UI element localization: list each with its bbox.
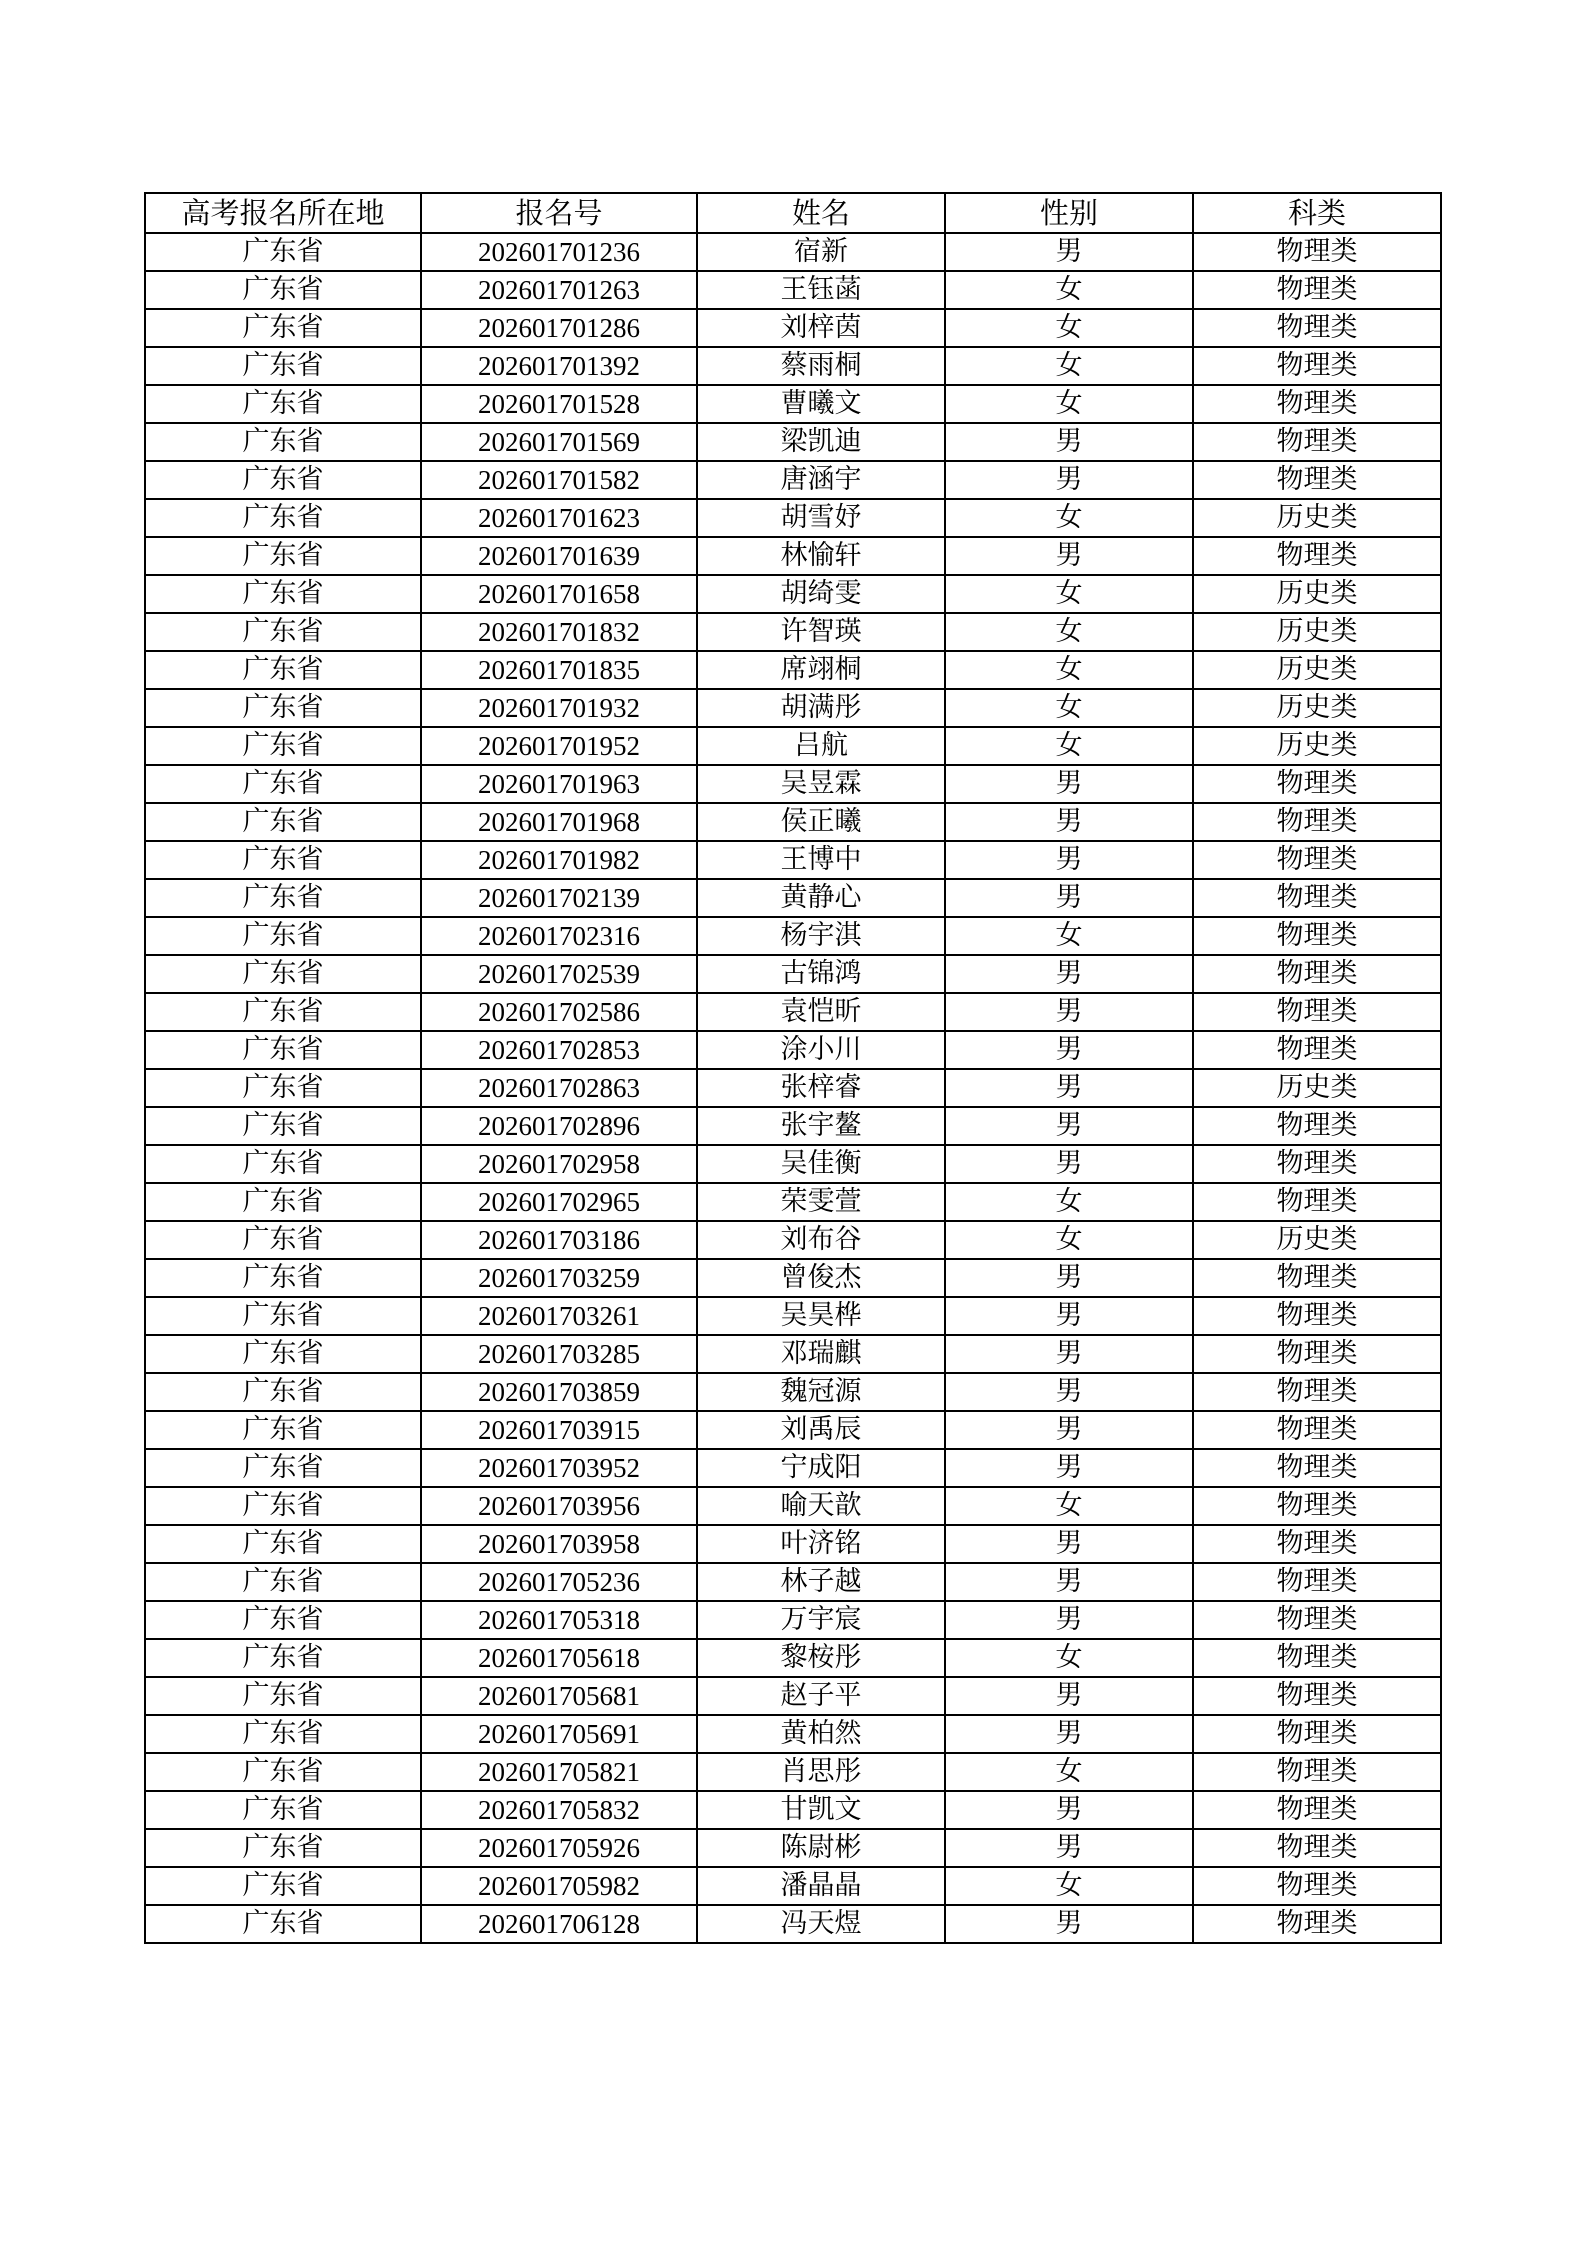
cell-name: 甘凯文 <box>697 1791 945 1829</box>
cell-location: 广东省 <box>145 1639 421 1677</box>
cell-name: 林子越 <box>697 1563 945 1601</box>
cell-registration-number: 202601702863 <box>421 1069 697 1107</box>
cell-name: 潘晶晶 <box>697 1867 945 1905</box>
cell-category: 物理类 <box>1193 1525 1441 1563</box>
table-row <box>145 803 1441 841</box>
cell-name: 胡雪妤 <box>697 499 945 537</box>
cell-name: 刘梓茵 <box>697 309 945 347</box>
cell-gender: 女 <box>945 271 1193 309</box>
cell-registration-number: 202601702896 <box>421 1107 697 1145</box>
cell-category: 物理类 <box>1193 1335 1441 1373</box>
cell-registration-number: 202601701286 <box>421 309 697 347</box>
cell-registration-number: 202601701658 <box>421 575 697 613</box>
cell-gender: 男 <box>945 765 1193 803</box>
header-row <box>145 193 1441 233</box>
cell-location: 广东省 <box>145 309 421 347</box>
cell-registration-number: 202601701263 <box>421 271 697 309</box>
cell-location: 广东省 <box>145 1791 421 1829</box>
table-row <box>145 1221 1441 1259</box>
table-row <box>145 1449 1441 1487</box>
cell-registration-number: 202601702316 <box>421 917 697 955</box>
table-row <box>145 689 1441 727</box>
cell-registration-number: 202601703958 <box>421 1525 697 1563</box>
cell-gender: 男 <box>945 1373 1193 1411</box>
cell-location: 广东省 <box>145 1905 421 1943</box>
cell-gender: 男 <box>945 423 1193 461</box>
table-row <box>145 461 1441 499</box>
cell-category: 物理类 <box>1193 1753 1441 1791</box>
cell-name: 涂小川 <box>697 1031 945 1069</box>
table-body <box>145 233 1441 1943</box>
cell-category: 物理类 <box>1193 1373 1441 1411</box>
table-header <box>145 193 1441 233</box>
cell-name: 肖思彤 <box>697 1753 945 1791</box>
cell-category: 历史类 <box>1193 727 1441 765</box>
cell-category: 物理类 <box>1193 385 1441 423</box>
cell-location: 广东省 <box>145 423 421 461</box>
table-row <box>145 955 1441 993</box>
cell-name: 万宇宸 <box>697 1601 945 1639</box>
table-row <box>145 537 1441 575</box>
cell-gender: 男 <box>945 1601 1193 1639</box>
table-row <box>145 1145 1441 1183</box>
cell-name: 王博中 <box>697 841 945 879</box>
cell-gender: 女 <box>945 1753 1193 1791</box>
cell-gender: 男 <box>945 841 1193 879</box>
cell-category: 物理类 <box>1193 1867 1441 1905</box>
table-row <box>145 613 1441 651</box>
cell-gender: 女 <box>945 575 1193 613</box>
cell-name: 喻天歆 <box>697 1487 945 1525</box>
cell-location: 广东省 <box>145 1107 421 1145</box>
cell-location: 广东省 <box>145 1487 421 1525</box>
cell-category: 物理类 <box>1193 955 1441 993</box>
cell-registration-number: 202601702586 <box>421 993 697 1031</box>
cell-name: 吴昊桦 <box>697 1297 945 1335</box>
cell-gender: 男 <box>945 1715 1193 1753</box>
table-row <box>145 1487 1441 1525</box>
table-row <box>145 1373 1441 1411</box>
cell-name: 梁凯迪 <box>697 423 945 461</box>
cell-gender: 女 <box>945 499 1193 537</box>
cell-name: 席翊桐 <box>697 651 945 689</box>
cell-gender: 男 <box>945 1335 1193 1373</box>
cell-category: 物理类 <box>1193 1563 1441 1601</box>
cell-name: 林愉轩 <box>697 537 945 575</box>
cell-location: 广东省 <box>145 727 421 765</box>
cell-gender: 男 <box>945 1031 1193 1069</box>
cell-registration-number: 202601702853 <box>421 1031 697 1069</box>
table-row <box>145 1905 1441 1943</box>
cell-location: 广东省 <box>145 1753 421 1791</box>
cell-name: 邓瑞麒 <box>697 1335 945 1373</box>
cell-category: 物理类 <box>1193 993 1441 1031</box>
cell-location: 广东省 <box>145 1563 421 1601</box>
cell-gender: 女 <box>945 1221 1193 1259</box>
cell-category: 物理类 <box>1193 1791 1441 1829</box>
cell-registration-number: 202601702965 <box>421 1183 697 1221</box>
cell-location: 广东省 <box>145 917 421 955</box>
cell-category: 物理类 <box>1193 1677 1441 1715</box>
table-row <box>145 1791 1441 1829</box>
cell-registration-number: 202601706128 <box>421 1905 697 1943</box>
cell-category: 物理类 <box>1193 841 1441 879</box>
cell-location: 广东省 <box>145 1449 421 1487</box>
cell-registration-number: 202601701932 <box>421 689 697 727</box>
cell-category: 历史类 <box>1193 1069 1441 1107</box>
table-row <box>145 993 1441 1031</box>
cell-registration-number: 202601701952 <box>421 727 697 765</box>
cell-gender: 女 <box>945 385 1193 423</box>
cell-registration-number: 202601701963 <box>421 765 697 803</box>
cell-registration-number: 202601705236 <box>421 1563 697 1601</box>
cell-location: 广东省 <box>145 689 421 727</box>
cell-gender: 男 <box>945 1563 1193 1601</box>
cell-registration-number: 202601705618 <box>421 1639 697 1677</box>
cell-name: 侯正曦 <box>697 803 945 841</box>
cell-name: 王钰菡 <box>697 271 945 309</box>
table-row <box>145 879 1441 917</box>
cell-category: 物理类 <box>1193 803 1441 841</box>
table-row <box>145 575 1441 613</box>
cell-location: 广东省 <box>145 1297 421 1335</box>
cell-location: 广东省 <box>145 1715 421 1753</box>
cell-registration-number: 202601705681 <box>421 1677 697 1715</box>
cell-category: 物理类 <box>1193 1145 1441 1183</box>
cell-name: 荣雯萱 <box>697 1183 945 1221</box>
cell-gender: 女 <box>945 651 1193 689</box>
cell-name: 曹曦文 <box>697 385 945 423</box>
cell-name: 胡满彤 <box>697 689 945 727</box>
cell-name: 黄柏然 <box>697 1715 945 1753</box>
table-row <box>145 1829 1441 1867</box>
cell-category: 物理类 <box>1193 309 1441 347</box>
cell-registration-number: 202601701639 <box>421 537 697 575</box>
cell-category: 历史类 <box>1193 499 1441 537</box>
cell-registration-number: 202601701835 <box>421 651 697 689</box>
table-row <box>145 1297 1441 1335</box>
cell-gender: 男 <box>945 879 1193 917</box>
cell-gender: 男 <box>945 1259 1193 1297</box>
cell-registration-number: 202601701623 <box>421 499 697 537</box>
cell-name: 袁恺昕 <box>697 993 945 1031</box>
cell-name: 张宇鳌 <box>697 1107 945 1145</box>
cell-location: 广东省 <box>145 499 421 537</box>
table-row <box>145 1601 1441 1639</box>
cell-gender: 女 <box>945 917 1193 955</box>
cell-name: 唐涵宇 <box>697 461 945 499</box>
cell-name: 刘禹辰 <box>697 1411 945 1449</box>
cell-registration-number: 202601701832 <box>421 613 697 651</box>
cell-gender: 男 <box>945 537 1193 575</box>
cell-registration-number: 202601701582 <box>421 461 697 499</box>
cell-location: 广东省 <box>145 1411 421 1449</box>
cell-gender: 男 <box>945 1297 1193 1335</box>
table-row <box>145 1715 1441 1753</box>
cell-name: 冯天煜 <box>697 1905 945 1943</box>
cell-gender: 男 <box>945 1791 1193 1829</box>
header-location: 高考报名所在地 <box>145 193 421 233</box>
cell-registration-number: 202601703952 <box>421 1449 697 1487</box>
cell-name: 许智瑛 <box>697 613 945 651</box>
cell-location: 广东省 <box>145 575 421 613</box>
cell-gender: 男 <box>945 1905 1193 1943</box>
cell-category: 物理类 <box>1193 1715 1441 1753</box>
cell-category: 物理类 <box>1193 1411 1441 1449</box>
cell-gender: 男 <box>945 955 1193 993</box>
cell-location: 广东省 <box>145 1183 421 1221</box>
cell-name: 蔡雨桐 <box>697 347 945 385</box>
table-row <box>145 385 1441 423</box>
cell-category: 物理类 <box>1193 917 1441 955</box>
cell-registration-number: 202601701236 <box>421 233 697 271</box>
cell-name: 魏冠源 <box>697 1373 945 1411</box>
cell-gender: 男 <box>945 461 1193 499</box>
cell-name: 杨宇淇 <box>697 917 945 955</box>
cell-gender: 男 <box>945 1069 1193 1107</box>
cell-name: 宿新 <box>697 233 945 271</box>
cell-registration-number: 202601703186 <box>421 1221 697 1259</box>
cell-location: 广东省 <box>145 955 421 993</box>
cell-name: 张梓睿 <box>697 1069 945 1107</box>
table-row <box>145 651 1441 689</box>
cell-gender: 男 <box>945 993 1193 1031</box>
cell-gender: 女 <box>945 1183 1193 1221</box>
table-row <box>145 727 1441 765</box>
cell-location: 广东省 <box>145 385 421 423</box>
cell-registration-number: 202601705691 <box>421 1715 697 1753</box>
cell-location: 广东省 <box>145 841 421 879</box>
cell-category: 历史类 <box>1193 1221 1441 1259</box>
cell-category: 物理类 <box>1193 1107 1441 1145</box>
cell-name: 曾俊杰 <box>697 1259 945 1297</box>
cell-category: 物理类 <box>1193 1259 1441 1297</box>
cell-category: 物理类 <box>1193 1031 1441 1069</box>
cell-name: 黄静心 <box>697 879 945 917</box>
cell-registration-number: 202601705821 <box>421 1753 697 1791</box>
table-row <box>145 1335 1441 1373</box>
cell-gender: 女 <box>945 689 1193 727</box>
cell-location: 广东省 <box>145 1069 421 1107</box>
cell-registration-number: 202601703261 <box>421 1297 697 1335</box>
cell-location: 广东省 <box>145 1867 421 1905</box>
cell-name: 吴佳衡 <box>697 1145 945 1183</box>
cell-location: 广东省 <box>145 461 421 499</box>
table-row <box>145 233 1441 271</box>
cell-location: 广东省 <box>145 879 421 917</box>
cell-registration-number: 202601702139 <box>421 879 697 917</box>
table-row <box>145 1031 1441 1069</box>
cell-category: 物理类 <box>1193 1829 1441 1867</box>
cell-category: 物理类 <box>1193 1183 1441 1221</box>
cell-location: 广东省 <box>145 1031 421 1069</box>
cell-category: 物理类 <box>1193 1905 1441 1943</box>
table-row <box>145 309 1441 347</box>
cell-location: 广东省 <box>145 1145 421 1183</box>
cell-name: 刘布谷 <box>697 1221 945 1259</box>
cell-category: 历史类 <box>1193 651 1441 689</box>
cell-registration-number: 202601701392 <box>421 347 697 385</box>
table-row <box>145 1563 1441 1601</box>
cell-registration-number: 202601705982 <box>421 1867 697 1905</box>
cell-category: 物理类 <box>1193 1449 1441 1487</box>
table-row <box>145 917 1441 955</box>
cell-location: 广东省 <box>145 1601 421 1639</box>
cell-category: 物理类 <box>1193 423 1441 461</box>
cell-category: 物理类 <box>1193 461 1441 499</box>
cell-gender: 女 <box>945 1639 1193 1677</box>
cell-registration-number: 202601703259 <box>421 1259 697 1297</box>
header-gender: 性别 <box>945 193 1193 233</box>
table-row <box>145 1677 1441 1715</box>
admission-table <box>144 192 1442 1944</box>
cell-name: 胡绮雯 <box>697 575 945 613</box>
table-row <box>145 499 1441 537</box>
cell-category: 历史类 <box>1193 689 1441 727</box>
cell-category: 物理类 <box>1193 1601 1441 1639</box>
cell-registration-number: 202601702539 <box>421 955 697 993</box>
table-row <box>145 1867 1441 1905</box>
cell-gender: 女 <box>945 1867 1193 1905</box>
cell-location: 广东省 <box>145 993 421 1031</box>
cell-registration-number: 202601702958 <box>421 1145 697 1183</box>
cell-location: 广东省 <box>145 1259 421 1297</box>
table-row <box>145 841 1441 879</box>
cell-location: 广东省 <box>145 613 421 651</box>
cell-gender: 男 <box>945 803 1193 841</box>
cell-gender: 男 <box>945 1829 1193 1867</box>
cell-gender: 男 <box>945 233 1193 271</box>
document-page <box>144 192 1440 1944</box>
cell-category: 物理类 <box>1193 1639 1441 1677</box>
table-row <box>145 1411 1441 1449</box>
cell-registration-number: 202601705832 <box>421 1791 697 1829</box>
cell-location: 广东省 <box>145 1829 421 1867</box>
table-row <box>145 347 1441 385</box>
cell-gender: 男 <box>945 1107 1193 1145</box>
cell-location: 广东省 <box>145 651 421 689</box>
cell-location: 广东省 <box>145 765 421 803</box>
cell-location: 广东省 <box>145 1335 421 1373</box>
table-row <box>145 1183 1441 1221</box>
cell-gender: 男 <box>945 1525 1193 1563</box>
cell-registration-number: 202601701982 <box>421 841 697 879</box>
cell-name: 叶济铭 <box>697 1525 945 1563</box>
cell-category: 物理类 <box>1193 1487 1441 1525</box>
table-row <box>145 1639 1441 1677</box>
cell-category: 历史类 <box>1193 575 1441 613</box>
cell-registration-number: 202601701569 <box>421 423 697 461</box>
table-row <box>145 1753 1441 1791</box>
table-row <box>145 1259 1441 1297</box>
cell-registration-number: 202601703285 <box>421 1335 697 1373</box>
cell-registration-number: 202601701528 <box>421 385 697 423</box>
cell-location: 广东省 <box>145 803 421 841</box>
cell-category: 物理类 <box>1193 537 1441 575</box>
cell-name: 赵子平 <box>697 1677 945 1715</box>
cell-category: 物理类 <box>1193 765 1441 803</box>
header-name: 姓名 <box>697 193 945 233</box>
table-row <box>145 765 1441 803</box>
cell-registration-number: 202601703956 <box>421 1487 697 1525</box>
cell-gender: 男 <box>945 1677 1193 1715</box>
table-row <box>145 423 1441 461</box>
cell-location: 广东省 <box>145 537 421 575</box>
header-category: 科类 <box>1193 193 1441 233</box>
cell-category: 物理类 <box>1193 1297 1441 1335</box>
cell-gender: 女 <box>945 613 1193 651</box>
cell-gender: 男 <box>945 1449 1193 1487</box>
cell-gender: 女 <box>945 347 1193 385</box>
cell-location: 广东省 <box>145 233 421 271</box>
cell-name: 吕航 <box>697 727 945 765</box>
cell-name: 宁成阳 <box>697 1449 945 1487</box>
cell-gender: 女 <box>945 727 1193 765</box>
cell-category: 物理类 <box>1193 347 1441 385</box>
table-row <box>145 1107 1441 1145</box>
cell-gender: 女 <box>945 1487 1193 1525</box>
cell-location: 广东省 <box>145 1525 421 1563</box>
cell-location: 广东省 <box>145 1677 421 1715</box>
cell-name: 吴昱霖 <box>697 765 945 803</box>
cell-registration-number: 202601705318 <box>421 1601 697 1639</box>
header-registration-number: 报名号 <box>421 193 697 233</box>
cell-location: 广东省 <box>145 1373 421 1411</box>
cell-registration-number: 202601703859 <box>421 1373 697 1411</box>
cell-location: 广东省 <box>145 1221 421 1259</box>
cell-location: 广东省 <box>145 271 421 309</box>
cell-location: 广东省 <box>145 347 421 385</box>
cell-name: 黎桉彤 <box>697 1639 945 1677</box>
cell-gender: 男 <box>945 1145 1193 1183</box>
cell-name: 古锦鸿 <box>697 955 945 993</box>
table-row <box>145 271 1441 309</box>
cell-gender: 男 <box>945 1411 1193 1449</box>
cell-category: 物理类 <box>1193 271 1441 309</box>
cell-category: 物理类 <box>1193 233 1441 271</box>
cell-name: 陈尉彬 <box>697 1829 945 1867</box>
cell-registration-number: 202601705926 <box>421 1829 697 1867</box>
cell-category: 历史类 <box>1193 613 1441 651</box>
cell-registration-number: 202601703915 <box>421 1411 697 1449</box>
cell-category: 物理类 <box>1193 879 1441 917</box>
cell-gender: 女 <box>945 309 1193 347</box>
table-row <box>145 1525 1441 1563</box>
cell-registration-number: 202601701968 <box>421 803 697 841</box>
table-row <box>145 1069 1441 1107</box>
